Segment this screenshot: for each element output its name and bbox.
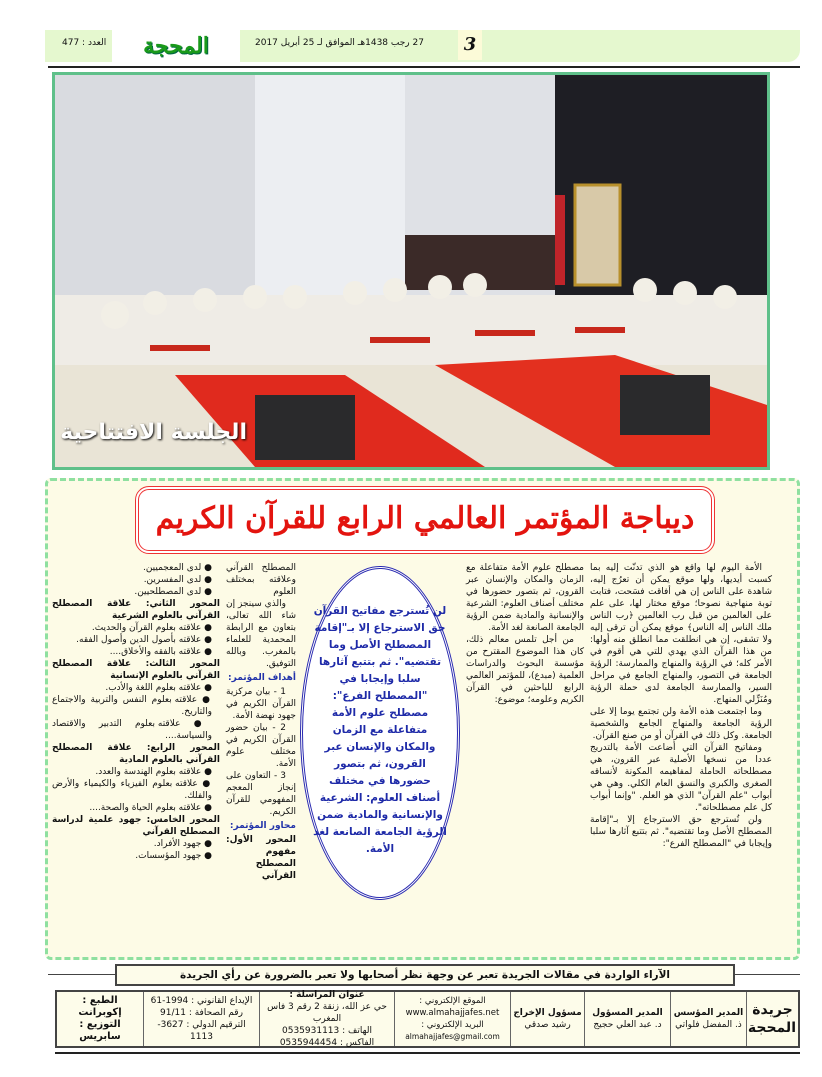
label: البريد الإلكتروني :: [421, 1020, 484, 1030]
pull-quote: لن تُسترجع مفاتيح القرآن حق الاسترجاع إلا بـ"إقامة المصطلح الأصل وما تقتضيه". ثم بتتبع آثارها سلبا وإيجابا في "المصطلح الفرع": مصطلح علوم الأمة متفاعلة مع الزمان والمكان والإنسان عبر القرون، ثم بتصور حضورها في مختلف أصناف العلوم: الشرعية والإنسانية والمادية ضمن الرؤية الجامعة الصانعة لغد الأمة.: [300, 566, 460, 900]
list-item: ● علاقته بعلوم النفس والتربية والاجتماع والتاريخ.: [52, 694, 220, 718]
list-item: ● علاقته بالفقه والأخلاق....: [52, 646, 220, 658]
list-item: ● علاقته بعلوم التدبير والاقتصاد والسياسة....: [52, 718, 220, 742]
legal-deposit: الإيداع القانوني : 1994-61: [150, 996, 253, 1006]
list-item: ● علاقته بعلوم الحياة والصحة....: [52, 802, 220, 814]
paragraph: وما اجتمعت هذه الأمة ولن تجتمع يوما إلا على الرؤية الجامعة والمنهاج الجامع والشخصية الجامعة. وكل ذلك في القرآن أو من صنع القرآن.: [590, 707, 772, 741]
conference-photo: [52, 72, 770, 470]
email-link[interactable]: almahajjafes@gmail.com: [405, 1032, 500, 1041]
article-column-1: [590, 562, 772, 850]
website-link[interactable]: www.almahajjafes.net: [405, 1008, 500, 1018]
footer-brand: جريدة المحجة: [746, 992, 798, 1046]
newspaper-logo: المحجة: [112, 30, 240, 62]
footer-director: [584, 992, 670, 1046]
paragraph: مصطلح علوم الأمة متفاعلة مع الزمان والمكان والإنسان عبر القرون، ثم بتصور حضورها في مختلف أصناف العلوم: الشرعية والإنسانية والمادية ضمن الرؤية الجامعة الصانعة لغد الأمة.: [466, 563, 584, 633]
footer-address: [259, 992, 394, 1046]
fax: الفاكس : 0535944454: [279, 1038, 375, 1048]
label: عنوان المراسلة :: [289, 990, 365, 1000]
paragraph: ومفاتيح القرآن التي أضاعت الأمة بالتدريج عددا من نسخها الأصلية عبر القرون، هي مصطلحاته الحاملة لمفاهيمه المكونة لأنساقه الصغرى والكبرى والنسق العام الكلي. وهي هي أبواب "علم القرآن" الذي هو العلم. "وإنما أبواب كل علم مصطلحاته".: [590, 743, 772, 813]
phone: الهاتف : 0535931113: [282, 1026, 372, 1036]
paragraph: الأمة اليوم لها واقع هو الذي تدنّت إليه بما كسبت أيديها، ولها موقع يمكن أن تعرُج إليه، شاهدة على الناس إن هي أفاقت فسَحت، فتابت توبة منهاجية نصوحا؛ موقع مختار لها، على علم على العالمين من قبل رب العالمين ﴿رب الناس ملك الناس إله الناس﴾ موقع يمكن أن ترقى إليه ولا تشقى، إن هي انطلقت مما انطلق منه أولها: من هذا القرآن الذي يهدي للتي هي أقوم في الأمر كله؛ في الرؤية والمنهاج والممارسة: الرؤية الجامعة في التصور، والمنهاج الجامع في مراحل السير، والممارسة الجامعة لدى حملة الرؤية ومُنَزِّلي المنهاج.: [590, 563, 772, 705]
goals-heading: أهداف المؤتمر:: [228, 673, 296, 683]
footer-legal: [143, 992, 259, 1046]
list-item: ● لدى المعجميين.: [52, 562, 220, 574]
paragraph: المصطلح القرآني وعلاقته بمختلف العلوم: [226, 563, 296, 597]
photo-caption: الجلسة الافتتاحية: [60, 420, 247, 445]
photo-scene: [55, 75, 767, 467]
disclaimer-notice: الآراء الواردة في مقالات الجريدة تعبر عن وجهة نظر أصحابها ولا تعبر بالضرورة عن رأي الجريدة: [115, 964, 735, 986]
issn: الترقيم الدولي : 3627-1113: [157, 1020, 246, 1042]
value: رشيد صدقي: [524, 1020, 571, 1030]
divider: [55, 1052, 800, 1054]
article-column-4: [52, 562, 220, 862]
axis-heading: المحور الأول: مفهوم المصطلح القرآني: [226, 835, 296, 881]
axis-heading: المحور الرابع: علاقة المصطلح القرآني بالعلوم المادية: [52, 743, 220, 765]
label: المدير المسؤول: [592, 1008, 663, 1018]
issue-number: العدد : 477: [62, 38, 107, 48]
list-item: ● جهود الأفراد.: [52, 838, 220, 850]
value: د. عبد العلي حجيج: [593, 1020, 662, 1030]
list-item: ● علاقته بعلوم الهندسة والعدد.: [52, 766, 220, 778]
distributor: التوزيع : سابريس: [79, 1019, 121, 1042]
label: المدير المؤسس: [673, 1008, 744, 1018]
list-item: ● جهود المؤسسات.: [52, 850, 220, 862]
label: مسؤول الإخراج: [513, 1008, 582, 1018]
goal-item: 2 - بيان حضور القرآن الكريم في مختلف علوم الأمة.: [226, 723, 296, 769]
list-item: ● علاقته بعلوم الفيزياء والكيمياء والأرض والفلك.: [52, 778, 220, 802]
masthead-footer: [55, 990, 800, 1048]
axis-heading: المحور الخامس: جهود علمية لدراسة المصطلح القرآني: [52, 815, 220, 837]
list-item: ● علاقته بأصول الدين وأصول الفقه.: [52, 634, 220, 646]
value: ذ. المفضل فلواتي: [675, 1020, 742, 1030]
goal-item: 3 - التعاون على إنجاز المعجم المفهومي للقرآن الكريم.: [226, 771, 296, 817]
footer-contact-web: [394, 992, 510, 1046]
printer: الطبع : إكوبرانت: [78, 995, 122, 1018]
list-item: ● لدى المفسرين.: [52, 574, 220, 586]
divider: [48, 66, 800, 68]
label: الموقع الإلكتروني :: [419, 996, 486, 1006]
paragraph: والذي سينجز إن شاء الله تعالى، بتعاون مع الرابطة المحمدية للعلماء بالمغرب. وبالله التوفيق.: [226, 599, 296, 669]
list-item: ● علاقته بعلوم اللغة والأدب.: [52, 682, 220, 694]
article-title: ديباجة المؤتمر العالمي الرابع للقرآن الكريم: [135, 486, 715, 554]
article-column-2: [466, 562, 584, 706]
press-number: رقم الصحافة : 91/11: [160, 1008, 243, 1018]
page-number: 3: [458, 30, 482, 60]
axis-heading: المحور الثالث: علاقة المصطلح القرآني بالعلوم الإنسانية: [52, 659, 220, 681]
list-item: ● لدى المصطلحيين.: [52, 586, 220, 598]
axis-heading: المحور الثاني: علاقة المصطلح القرآني بالعلوم الشرعية: [52, 599, 220, 621]
list-item: ● علاقته بعلوم القرآن والحديث.: [52, 622, 220, 634]
axes-heading: محاور المؤتمر:: [229, 821, 296, 831]
footer-founder: [670, 992, 746, 1046]
article-column-3: [226, 562, 296, 882]
value: حي عز الله، زنقة 2 رقم 3 فاس المغرب: [267, 1002, 387, 1024]
issue-date: 27 رجب 1438هـ الموافق لـ 25 أبريل 2017: [255, 38, 424, 48]
footer-layout: [510, 992, 584, 1046]
goal-item: 1 - بيان مركزية القرآن الكريم في جهود نهضة الأمة.: [226, 687, 296, 721]
paragraph: من أجل تلمس معالم ذلك، كان هذا الموضوع المقترح من مؤسسة البحوث والدراسات العلمية (مبدع)، للمؤتمر العالمي الرابع للباحثين في القرآن الكريم وعلومه؛ موضوع:: [466, 635, 584, 705]
footer-print: [57, 992, 143, 1046]
paragraph: ولن تُسترجع حق الاسترجاع إلا بـ"إقامة المصطلح الأصل وما تقتضيه". ثم بتتبع آثارها سلبا وإيجابا في "المصطلح الفرع":: [590, 815, 772, 849]
